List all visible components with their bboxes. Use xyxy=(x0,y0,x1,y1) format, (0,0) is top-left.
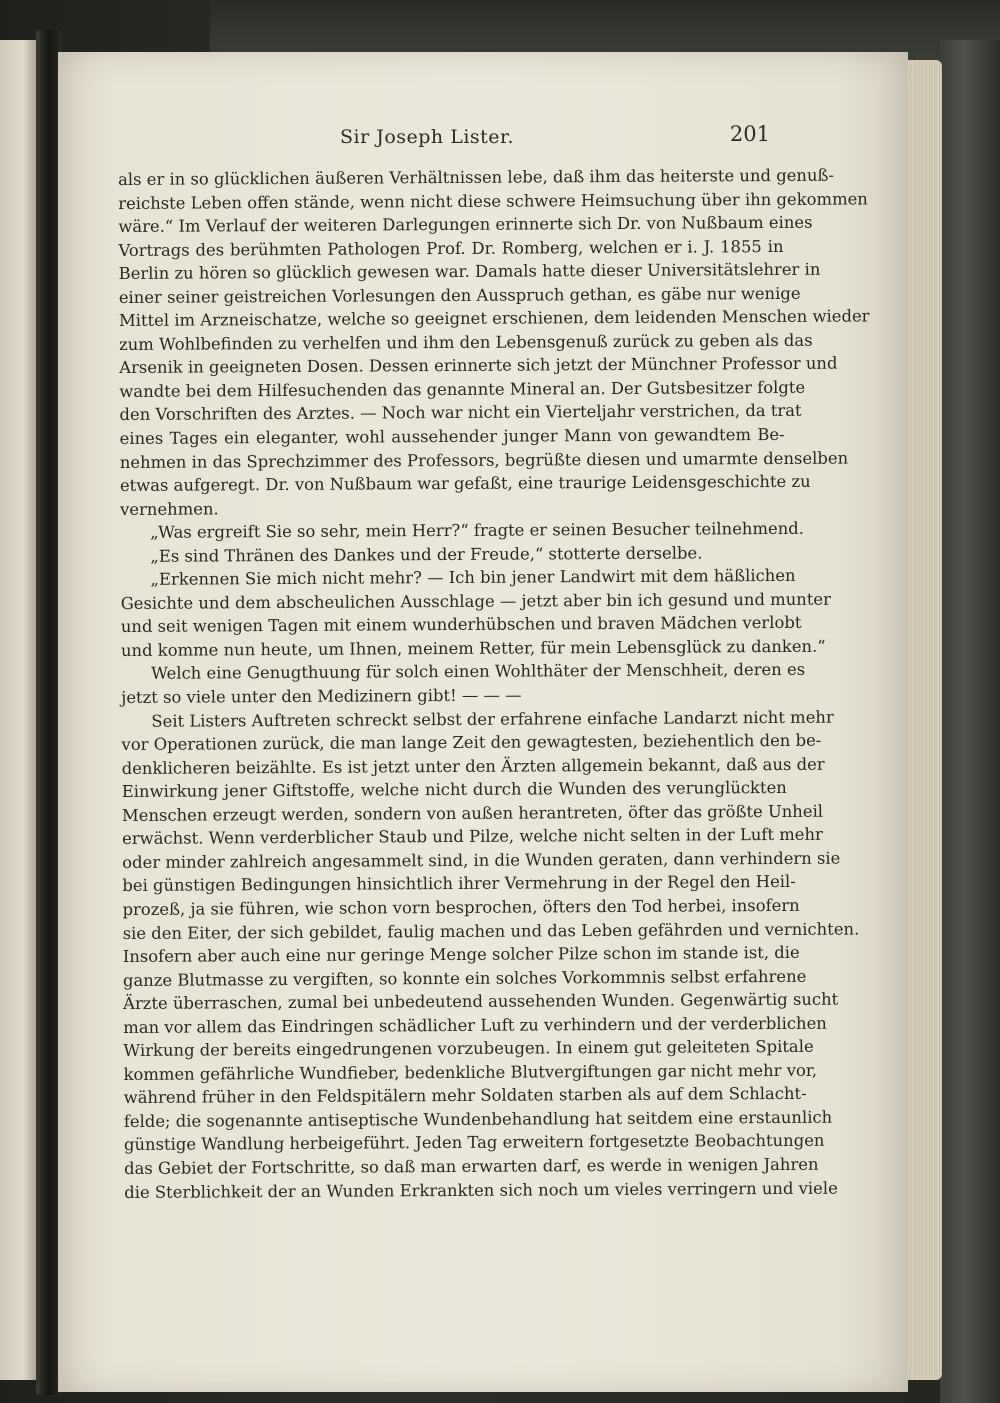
text-line: Wirkung der bereits eingedrungenen vorzubeugen. In einem gut geleiteten Spitale xyxy=(123,1037,814,1061)
text-line: Welch eine Genugthuung für solch einen Wohlthäter der Menschheit, deren es xyxy=(151,660,806,684)
text-line: Gesichte und dem abscheulichen Ausschlage — jetzt aber bin ich gesund und munter xyxy=(120,589,831,613)
book-binding xyxy=(940,40,1000,1403)
text-line: jetzt so viele unter den Medizinern gibt! — — — xyxy=(121,685,522,708)
text-line: Arsenik in geeigneten Dosen. Dessen erinnerte sich jetzt der Münchner Professor und xyxy=(119,353,838,378)
text-line: nehmen in das Sprechzimmer des Professors, begrüßte diesen und umarmte denselben xyxy=(119,448,849,472)
text-line: reichste Leben offen stände, wenn nicht diese schwere Heimsuchung über ihn gekommen xyxy=(118,188,868,213)
text-line: oder minder zahlreich angesammelt sind, in die Wunden geraten, dann verhindern sie xyxy=(122,848,841,872)
text-line: denklicheren beizählte. Es ist jetzt unter den Ärzten allgemein bekannt, daß aus der xyxy=(121,754,825,778)
text-line: und seit wenigen Tagen mit einem wunderhübschen und braven Mädchen verlobt xyxy=(120,613,802,637)
page-number: 201 xyxy=(729,122,770,146)
page-header xyxy=(120,122,770,156)
running-title: Sir Joseph Lister. xyxy=(340,126,515,148)
text-line: wäre.“ Im Verlauf der weiteren Darlegungen erinnerte sich Dr. von Nußbaum eines xyxy=(118,212,813,237)
text-line: den Vorschriften des Arztes. — Noch war nicht ein Vierteljahr verstrichen, da trat xyxy=(119,401,802,425)
text-line: Menschen erzeugt werden, sondern von außen herantreten, öfter das größte Unheil xyxy=(121,801,824,825)
text-line: vernehmen. xyxy=(120,499,219,519)
text-line: erwächst. Wenn verderblicher Staub und Pilze, welche nicht selten in der Luft mehr xyxy=(122,825,823,849)
text-line: einer seiner geistreichen Vorlesungen den Ausspruch gethan, es gäbe nur wenige xyxy=(118,283,801,307)
text-line: sie den Eiter, der sich gebildet, faulig machen und das Leben gefährden und vernichten. xyxy=(122,918,860,943)
book-cover-top xyxy=(210,0,1000,60)
text-line: man vor allem das Eindringen schädlicher Luft zu verhindern und der verderblichen xyxy=(123,1013,827,1037)
text-line: ganze Blutmasse zu vergiften, so konnte ein solches Vorkommnis selbst erfahrene xyxy=(122,966,807,990)
text-line: bei günstigen Bedingungen hinsichtlich ihrer Vermehrung in der Regel den Heil- xyxy=(122,872,796,896)
text-line: „Erkennen Sie mich nicht mehr? — Ich bin jener Landwirt mit dem häßlichen xyxy=(150,566,796,590)
text-line: das Gebiet der Fortschritte, so daß man erwarten darf, es werde in wenigen Jahren xyxy=(124,1154,819,1178)
text-line: während früher in den Feldspitälern mehr Soldaten starben als auf dem Schlacht- xyxy=(123,1084,807,1108)
text-line: wandte bei dem Hilfesuchenden das genannte Mineral an. Der Gutsbesitzer folgte xyxy=(119,377,806,401)
text-line: „Was ergreift Sie so sehr, mein Herr?“ fragte er seinen Besucher teilnehmend. xyxy=(150,519,805,543)
text-line: Ärzte überraschen, zumal bei unbedeutend aussehenden Wunden. Gegenwärtig sucht xyxy=(123,989,839,1014)
text-line: Berlin zu hören so glücklich gewesen war. Damals hatte dieser Universitätslehrer in xyxy=(118,259,821,284)
text-line: zum Wohlbefinden zu verhelfen und ihm den Lebensgenuß zurück zu geben als das xyxy=(119,330,813,354)
text-line: kommen gefährliche Wundfieber, bedenkliche Blutvergiftungen gar nicht mehr vor, xyxy=(123,1060,818,1084)
text-line: Vortrags des berühmten Pathologen Prof. Dr. Romberg, welchen er i. J. 1855 in xyxy=(118,236,784,260)
body-text xyxy=(118,164,870,1204)
text-line: Mittel im Arzneischatze, welche so geeignet erschienen, dem leidenden Menschen wieder xyxy=(118,306,870,331)
text-line: als er in so glücklichen äußeren Verhältnissen lebe, daß ihm das heiterste und genuß- xyxy=(118,165,835,189)
text-line: Einwirkung jener Giftstoffe, welche nicht durch die Wunden des verunglückten xyxy=(121,778,787,802)
text-line: Insofern aber auch eine nur geringe Menge solcher Pilze schon im stande ist, die xyxy=(122,942,800,967)
text-line: eines Tages ein eleganter, wohl aussehender junger Mann von gewandtem Be- xyxy=(119,424,785,449)
text-line: und komme nun heute, um Ihnen, meinem Retter, für mein Lebensglück zu danken.“ xyxy=(120,636,826,660)
left-page-edge xyxy=(0,40,38,1380)
text-line: „Es sind Thränen des Dankes und der Freude,“ stotterte derselbe. xyxy=(150,543,703,566)
text-line: Seit Listers Auftreten schreckt selbst der erfahrene einfache Landarzt nicht mehr xyxy=(151,707,834,731)
text-line: felde; die sogenannte antiseptische Wundenbehandlung hat seitdem eine erstaunlich xyxy=(123,1107,833,1131)
text-line: etwas aufgeregt. Dr. von Nußbaum war gefaßt, eine traurige Leidensgeschichte zu xyxy=(119,471,811,496)
text-line: vor Operationen zurück, die man lange Zeit den gewagtesten, beziehentlich den be- xyxy=(121,730,822,755)
text-line: günstige Wandlung herbeigeführt. Jeden Tag erweitern fortgesetzte Beobachtungen xyxy=(123,1131,825,1155)
text-line: prozeß, ja sie führen, wie schon vorn besprochen, öfters den Tod herbei, insofern xyxy=(122,895,800,919)
text-line: die Sterblichkeit der an Wunden Erkrankten sich noch um vieles verringern und viele xyxy=(124,1178,838,1202)
